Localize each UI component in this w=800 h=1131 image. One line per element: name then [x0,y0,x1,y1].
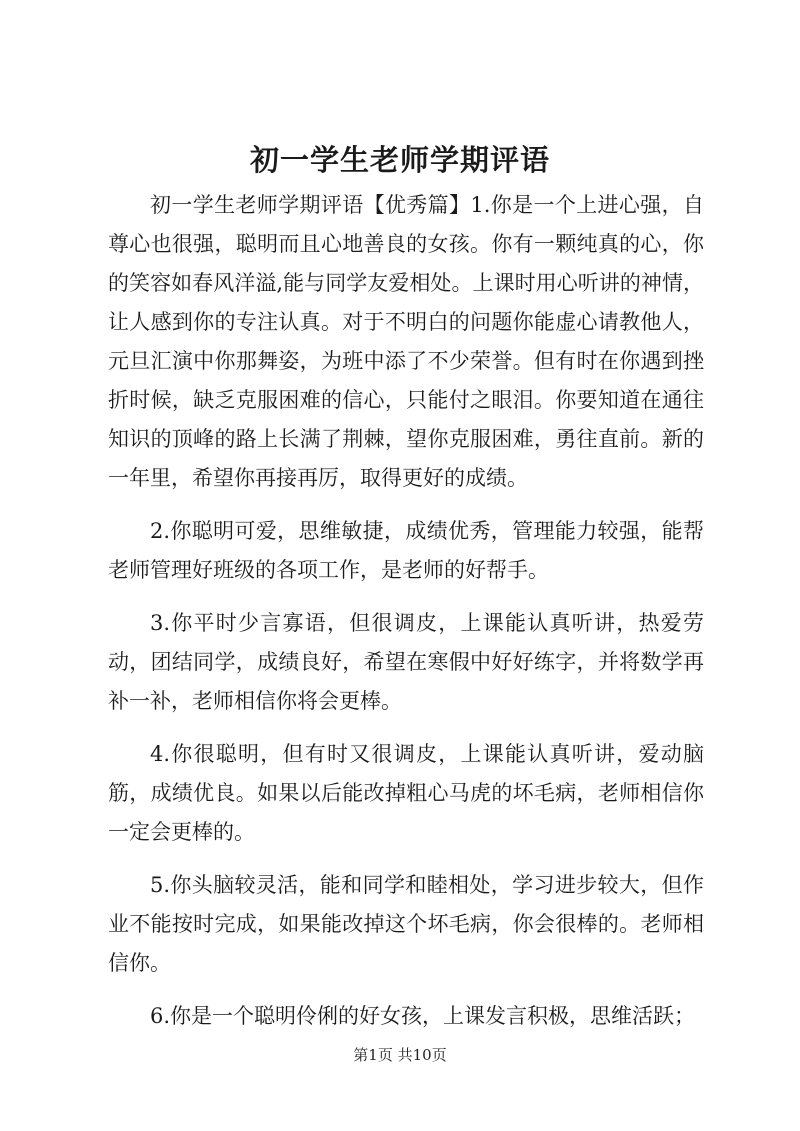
document-title: 初一学生老师学期评语 [249,143,550,177]
paragraph-5: 5.你头脑较灵活，能和同学和睦相处，学习进步较大，但作业不能按时完成，如果能改掉这个坏毛病，你会很棒的。老师相信你。 [108,873,704,975]
document-body [108,186,704,1050]
paragraph-2: 2.你聪明可爱，思维敏捷，成绩优秀，管理能力较强，能帮老师管理好班级的各项工作，是老师的好帮手。 [108,519,704,582]
paragraph-1: 初一学生老师学期评语【优秀篇】1.你是一个上进心强，自尊心也很强，聪明而且心地善良的女孩。你有一颗纯真的心，你的笑容如春风洋溢,能与同学友爱相处。上课时用心听讲的神情，让人感到你的专注认真。对于不明白的问题你能虚心请教他人，元旦汇演中你那舞姿，为班中添了不少荣誉。但有时在你遇到挫折时候，缺乏克服困难的信心，只能付之眼泪。你要知道在通往知识的顶峰的路上长满了荆棘，望你克服困难，勇往直前。新的一年里，希望你再接再厉，取得更好的成绩。 [108,193,704,490]
page-number-footer: 第1页 共10页 [353,1046,447,1064]
paragraph-4: 4.你很聪明，但有时又很调皮，上课能认真听讲，爱动脑筋，成绩优良。如果以后能改掉粗心马虎的坏毛病，老师相信你一定会更棒的。 [108,742,704,844]
paragraph-6: 6.你是一个聪明伶俐的好女孩，上课发言积极，思维活跃； [150,1004,696,1028]
paragraph-3: 3.你平时少言寡语，但很调皮，上课能认真听讲，热爱劳动，团结同学，成绩良好，希望在寒假中好好练字，并将数学再补一补，老师相信你将会更棒。 [108,611,704,713]
